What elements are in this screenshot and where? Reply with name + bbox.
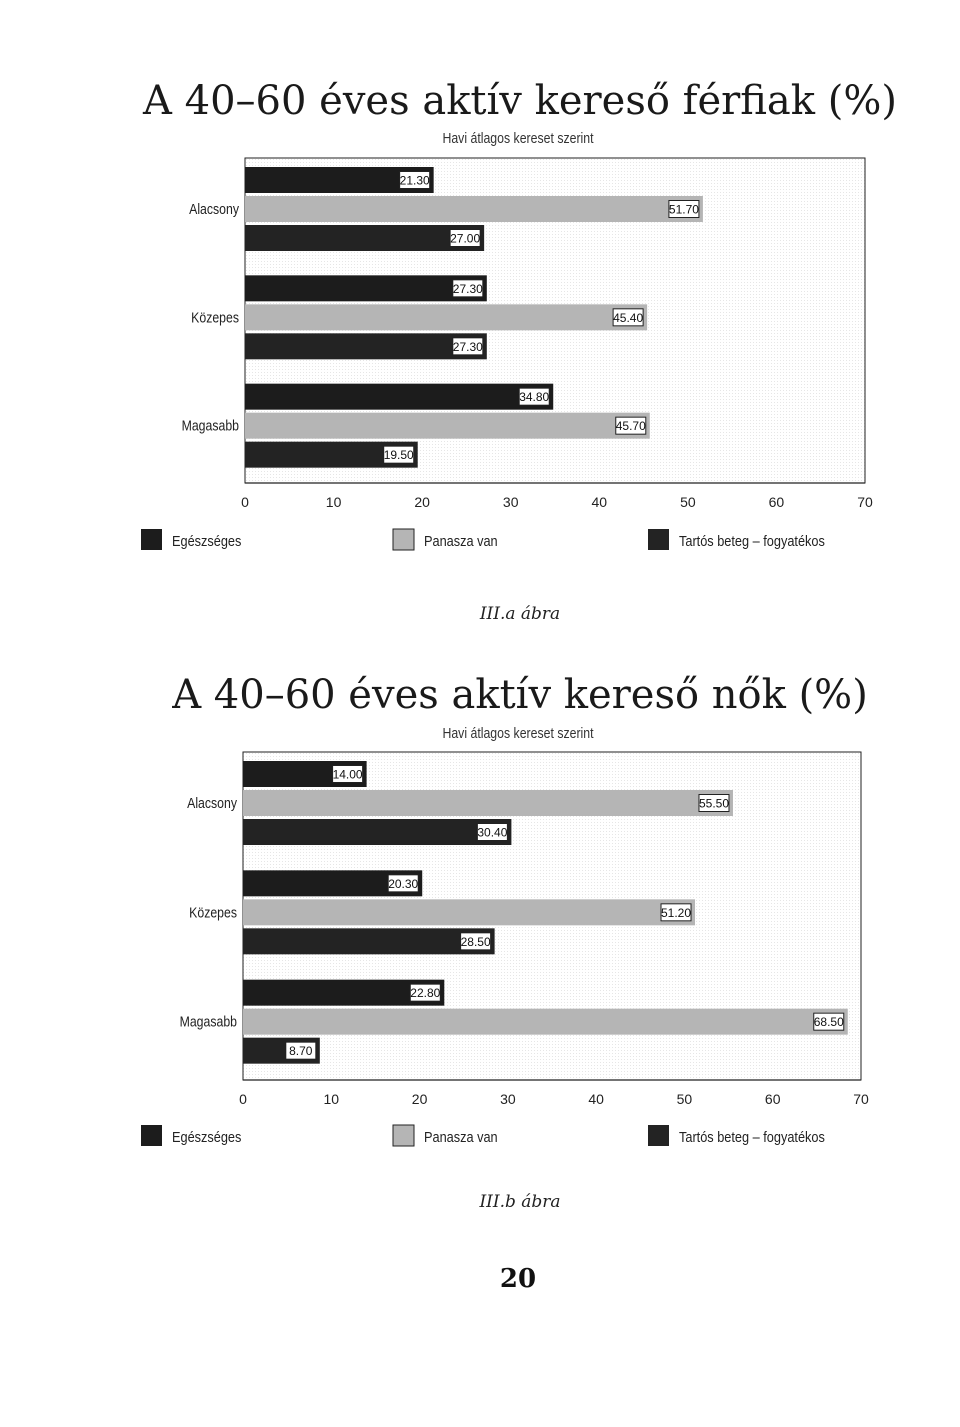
- legend-label: Tartós beteg – fogyatékos: [679, 531, 825, 550]
- legend-label: Panasza van: [424, 531, 498, 550]
- legend-label: Egészséges: [172, 531, 242, 550]
- data-label: 28.50: [460, 934, 491, 949]
- figure-caption: III.a ábra: [479, 604, 561, 624]
- x-tick-label: 70: [853, 1091, 869, 1107]
- data-label: 19.50: [383, 448, 414, 463]
- legend-swatch: [393, 1125, 414, 1146]
- bar-1-2: [243, 1009, 848, 1035]
- chart-subtitle: Havi átlagos kereset szerint: [442, 725, 594, 742]
- category-label: Közepes: [191, 309, 240, 326]
- x-tick-label: 50: [676, 1091, 693, 1107]
- page-number: 20: [499, 1264, 537, 1294]
- bar-2-0: [243, 819, 511, 845]
- legend-swatch: [648, 1125, 669, 1146]
- x-tick-label: 50: [680, 494, 696, 510]
- x-tick-label: 20: [414, 494, 430, 510]
- data-label: 20.30: [388, 876, 419, 891]
- data-label: 22.80: [410, 986, 441, 1001]
- legend-label: Egészséges: [172, 1127, 242, 1146]
- data-label: 27.00: [450, 231, 481, 246]
- data-label: 34.80: [519, 390, 550, 405]
- x-tick-label: 10: [325, 494, 342, 510]
- bar-1-1: [243, 899, 695, 925]
- chart-subtitle: Havi átlagos kereset szerint: [442, 130, 594, 147]
- x-tick-label: 10: [323, 1091, 340, 1107]
- x-tick-label: 20: [411, 1091, 428, 1107]
- chart-title: A 40–60 éves aktív kereső nők (%): [172, 672, 868, 718]
- data-label: 45.40: [613, 310, 644, 325]
- data-label: 45.70: [615, 419, 646, 434]
- chart-title: A 40–60 éves aktív kereső férfiak (%): [143, 78, 897, 124]
- bar-1-0: [243, 790, 733, 816]
- data-label: 30.40: [477, 825, 508, 840]
- category-label: Alacsony: [187, 794, 237, 812]
- data-label: 14.00: [332, 767, 363, 782]
- legend-swatch: [141, 1125, 162, 1146]
- category-label: Alacsony: [189, 200, 240, 218]
- x-tick-label: 40: [591, 494, 608, 510]
- x-tick-label: 0: [241, 494, 249, 510]
- data-label: 68.50: [813, 1015, 844, 1030]
- x-tick-label: 70: [857, 494, 873, 510]
- x-tick-label: 0: [239, 1091, 247, 1107]
- data-label: 27.30: [452, 339, 483, 354]
- bar-2-1: [243, 928, 495, 954]
- legend-label: Tartós beteg – fogyatékos: [679, 1127, 825, 1146]
- figure-caption: III.b ábra: [479, 1192, 561, 1212]
- data-label: 21.30: [399, 173, 430, 188]
- x-tick-label: 30: [500, 1091, 516, 1107]
- data-label: 27.30: [452, 281, 483, 296]
- x-tick-label: 60: [764, 1091, 781, 1107]
- data-label: 55.50: [698, 796, 730, 811]
- x-tick-label: 30: [502, 494, 519, 510]
- data-label: 51.70: [668, 202, 699, 217]
- data-label: 8.70: [289, 1044, 313, 1059]
- data-label: 51.20: [661, 905, 692, 920]
- x-tick-label: 60: [768, 494, 785, 510]
- category-label: Magasabb: [179, 1013, 237, 1030]
- legend-label: Panasza van: [424, 1127, 498, 1146]
- category-label: Közepes: [189, 904, 237, 921]
- x-tick-label: 40: [588, 1091, 604, 1107]
- category-label: Magasabb: [181, 417, 240, 434]
